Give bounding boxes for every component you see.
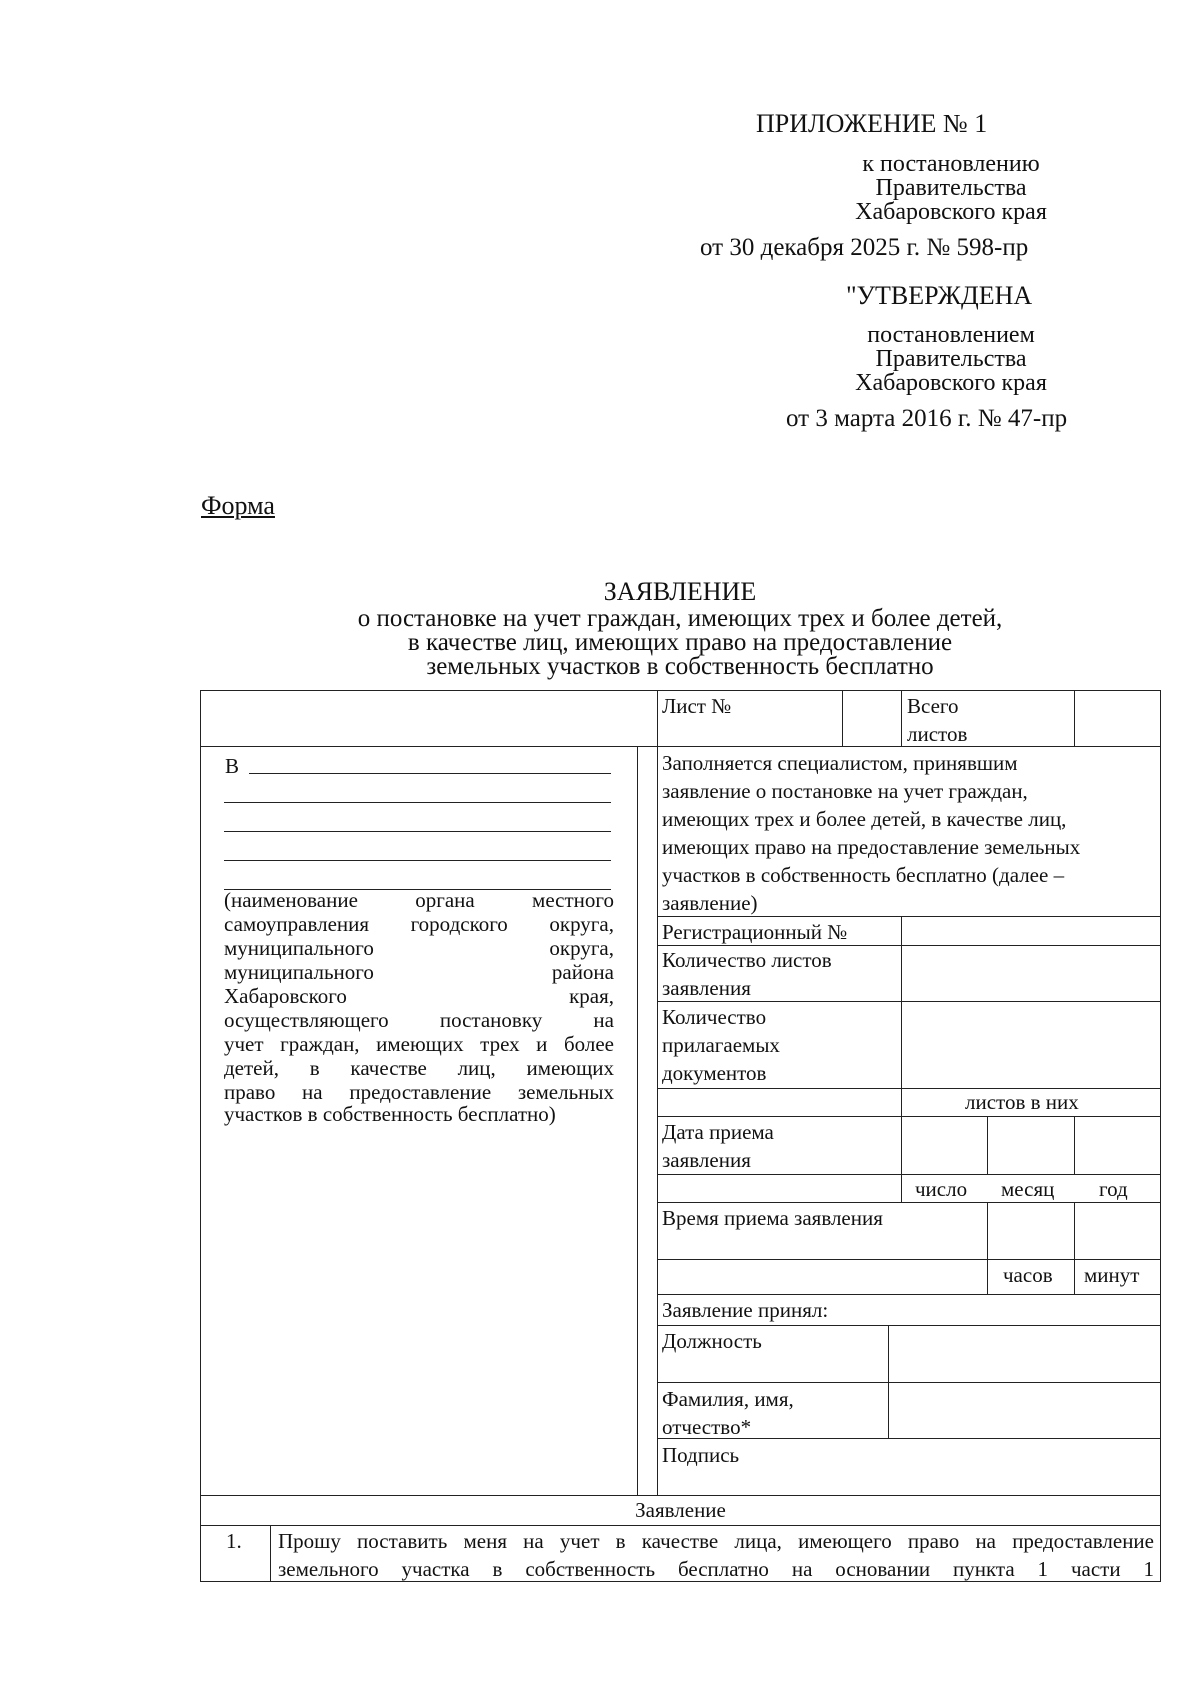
title-line-3: земельных участков в собственность бесплатно bbox=[426, 653, 934, 680]
addressee-note-10: участков в собственность бесплатно) bbox=[224, 1102, 556, 1126]
date-year-label: год bbox=[1099, 1177, 1128, 1201]
addressee-line-2[interactable] bbox=[224, 802, 611, 803]
specialist-note-2: заявление о постановке на учет граждан, bbox=[662, 779, 1028, 803]
total-sheets-label-1: Всего bbox=[907, 694, 959, 718]
specialist-note-3: имеющих трех и более детей, в качестве лиц, bbox=[662, 807, 1067, 831]
specialist-note-6: заявление) bbox=[662, 891, 758, 915]
decree-line-3: Хабаровского края bbox=[855, 199, 1047, 225]
registration-number-label: Регистрационный № bbox=[662, 920, 848, 944]
position-label: Должность bbox=[662, 1329, 762, 1353]
statement-section-header: Заявление bbox=[635, 1498, 726, 1522]
time-received-label: Время приема заявления bbox=[662, 1206, 883, 1230]
approved-line-1: постановлением bbox=[867, 322, 1035, 348]
addressee-note-6: осуществляющего постановку на bbox=[224, 1008, 614, 1032]
sheets-count-label-1: Количество листов bbox=[662, 948, 832, 972]
sheets-in-them-label: листов в них bbox=[965, 1090, 1079, 1114]
addressee-note-2: самоуправления городского округа, bbox=[224, 912, 614, 936]
addressee-note-3: муниципального округа, bbox=[224, 936, 614, 960]
time-hours-label: часов bbox=[1003, 1263, 1053, 1287]
statement-title: ЗАЯВЛЕНИЕ bbox=[603, 577, 757, 606]
addressee-note-9: право на предоставление земельных bbox=[224, 1080, 614, 1104]
sheets-count-label-2: заявления bbox=[662, 976, 751, 1000]
addressee-note-7: учет граждан, имеющих трех и более bbox=[224, 1032, 614, 1056]
decree-line-1: к постановлению bbox=[862, 151, 1040, 177]
addressee-note-8: детей, в качестве лиц, имеющих bbox=[224, 1056, 614, 1080]
date-received-label-1: Дата приема bbox=[662, 1120, 774, 1144]
addressee-note-4: муниципального района bbox=[224, 960, 614, 984]
decree-date: от 30 декабря 2025 г. № 598-пр bbox=[700, 234, 1029, 261]
full-name-label-1: Фамилия, имя, bbox=[662, 1387, 794, 1411]
addressee-line-3[interactable] bbox=[224, 831, 611, 832]
title-line-2: в качестве лиц, имеющих право на предоставление bbox=[407, 629, 953, 656]
approved-line-3: Хабаровского края bbox=[855, 370, 1047, 396]
time-minutes-label: минут bbox=[1084, 1263, 1140, 1287]
title-line-1: о постановке на учет граждан, имеющих трех и более детей, bbox=[357, 605, 1003, 632]
sheet-number-label: Лист № bbox=[662, 694, 732, 718]
docs-count-label-3: документов bbox=[662, 1061, 767, 1085]
approved-line-2: Правительства bbox=[875, 346, 1027, 372]
docs-count-label-2: прилагаемых bbox=[662, 1033, 780, 1057]
appendix-title: ПРИЛОЖЕНИЕ № 1 bbox=[756, 109, 988, 138]
addressee-note-1: (наименование органа местного bbox=[224, 888, 614, 912]
decree-line-2: Правительства bbox=[875, 175, 1027, 201]
specialist-note-4: имеющих право на предоставление земельных bbox=[662, 835, 1081, 859]
addressee-note-5: Хабаровского края, bbox=[224, 984, 614, 1008]
full-name-label-2: отчество* bbox=[662, 1415, 752, 1439]
form-label: Форма bbox=[201, 491, 275, 520]
total-sheets-label-2: листов bbox=[907, 722, 968, 746]
signature-label: Подпись bbox=[662, 1443, 740, 1467]
addressee-line-1[interactable] bbox=[249, 773, 611, 774]
item-line-2: земельного участка в собственность бесплатно на основании пункта 1 части 1 bbox=[278, 1557, 1154, 1581]
date-received-label-2: заявления bbox=[662, 1148, 751, 1172]
specialist-note-1: Заполняется специалистом, принявшим bbox=[662, 751, 1018, 775]
item-line-1: Прошу поставить меня на учет в качестве лица, имеющего право на предоставление bbox=[278, 1529, 1154, 1553]
addressee-prefix: В bbox=[225, 754, 240, 778]
accepted-by-label: Заявление принял: bbox=[662, 1298, 829, 1322]
approved-date: от 3 марта 2016 г. № 47-пр bbox=[786, 405, 1068, 432]
date-day-label: число bbox=[915, 1177, 968, 1201]
docs-count-label-1: Количество bbox=[662, 1005, 767, 1029]
addressee-line-4[interactable] bbox=[224, 860, 611, 861]
date-month-label: месяц bbox=[1001, 1177, 1055, 1201]
approved-title: "УТВЕРЖДЕНА bbox=[846, 281, 1033, 310]
specialist-note-5: участков в собственность бесплатно (далее – bbox=[662, 863, 1065, 887]
item-number: 1. bbox=[226, 1529, 242, 1553]
